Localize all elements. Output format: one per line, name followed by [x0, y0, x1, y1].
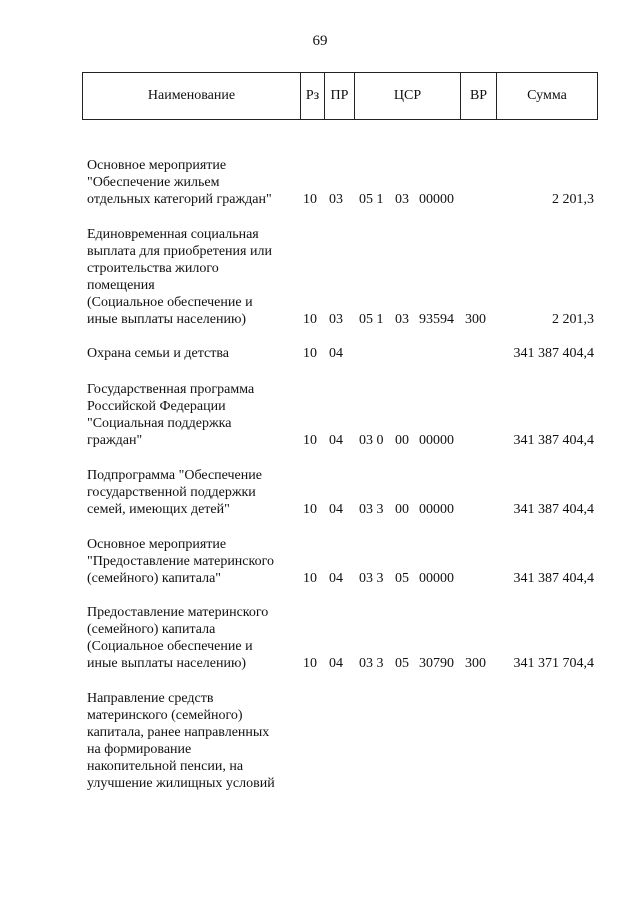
- row-name-line: Подпрограмма "Обеспечение: [87, 468, 262, 483]
- row-csr-program: 05 1: [359, 192, 384, 207]
- row-name-line: "Обеспечение жильем: [87, 175, 220, 190]
- row-csr-event: 03: [395, 312, 409, 327]
- row-csr-program: 03 0: [359, 433, 384, 448]
- row-name-line: капитала, ранее направленных: [87, 725, 270, 740]
- row-sum: 341 387 404,4: [513, 502, 594, 517]
- row-name-line: строительства жилого: [87, 261, 219, 276]
- row-pr: 04: [329, 656, 343, 671]
- row-rz: 10: [303, 433, 317, 448]
- row-vr: 300: [465, 312, 486, 327]
- row-sum: 341 371 704,4: [513, 656, 594, 671]
- row-csr-program: 05 1: [359, 312, 384, 327]
- header-rz: Рз: [301, 73, 325, 119]
- row-csr-direction: 93594: [419, 312, 454, 327]
- row-csr-event: 05: [395, 656, 409, 671]
- row-rz: 10: [303, 346, 317, 361]
- row-csr-program: 03 3: [359, 571, 384, 586]
- row-name-line: (семейного) капитала: [87, 622, 216, 637]
- header-pr: ПР: [325, 73, 355, 119]
- header-csr: ЦСР: [355, 73, 461, 119]
- row-sum: 341 387 404,4: [513, 433, 594, 448]
- row-csr-program: 03 3: [359, 502, 384, 517]
- row-name-line: Основное мероприятие: [87, 537, 227, 552]
- row-sum: 2 201,3: [552, 312, 594, 327]
- row-name-line: накопительной пенсии, на: [87, 759, 244, 774]
- row-name-line: на формирование: [87, 742, 192, 757]
- header-name: Наименование: [83, 73, 301, 119]
- row-name: [87, 467, 297, 518]
- row-name-line: (семейного) капитала": [87, 571, 222, 586]
- row-csr-event: 03: [395, 192, 409, 207]
- row-csr-event: 00: [395, 502, 409, 517]
- row-csr-direction: 00000: [419, 571, 454, 586]
- row-name: [87, 157, 297, 208]
- row-name-line: Предоставление материнского: [87, 605, 269, 620]
- row-name-line: улучшение жилищных условий: [87, 776, 275, 791]
- row-name-line: Охрана семьи и детства: [87, 346, 229, 361]
- row-rz: 10: [303, 312, 317, 327]
- row-sum: 2 201,3: [552, 192, 594, 207]
- row-csr-program: 03 3: [359, 656, 384, 671]
- row-name-line: отдельных категорий граждан": [87, 192, 272, 207]
- row-vr: 300: [465, 656, 486, 671]
- row-name-line: Государственная программа: [87, 382, 255, 397]
- row-name-line: граждан": [87, 433, 143, 448]
- row-pr: 03: [329, 192, 343, 207]
- row-name-line: Единовременная социальная: [87, 227, 259, 242]
- row-rz: 10: [303, 192, 317, 207]
- row-name-line: государственной поддержки: [87, 485, 256, 500]
- row-name: [87, 345, 297, 362]
- row-pr: 04: [329, 502, 343, 517]
- row-name-line: семей, имеющих детей": [87, 502, 230, 517]
- row-name-line: выплата для приобретения или: [87, 244, 272, 259]
- row-rz: 10: [303, 502, 317, 517]
- row-name-line: Основное мероприятие: [87, 158, 227, 173]
- page-number: 69: [312, 33, 328, 49]
- row-pr: 04: [329, 433, 343, 448]
- row-name-line: "Предоставление материнского: [87, 554, 274, 569]
- row-name-line: материнского (семейного): [87, 708, 243, 723]
- row-name: [87, 690, 297, 792]
- row-name-line: Российской Федерации: [87, 399, 226, 414]
- row-name-line: помещения: [87, 278, 155, 293]
- row-pr: 03: [329, 312, 343, 327]
- row-csr-direction: 00000: [419, 502, 454, 517]
- row-csr-direction: 00000: [419, 433, 454, 448]
- row-name-line: (Социальное обеспечение и: [87, 295, 253, 310]
- row-rz: 10: [303, 571, 317, 586]
- row-csr-event: 00: [395, 433, 409, 448]
- table-header: [82, 72, 598, 120]
- row-name-line: "Социальная поддержка: [87, 416, 232, 431]
- row-name-line: Направление средств: [87, 691, 214, 706]
- row-name-line: иные выплаты населению): [87, 656, 247, 671]
- row-name-line: (Социальное обеспечение и: [87, 639, 253, 654]
- row-name: [87, 604, 297, 672]
- header-sum: Сумма: [527, 88, 567, 103]
- row-rz: 10: [303, 656, 317, 671]
- row-name: [87, 226, 297, 328]
- row-pr: 04: [329, 346, 343, 361]
- row-name: [87, 381, 297, 449]
- row-pr: 04: [329, 571, 343, 586]
- row-name-line: иные выплаты населению): [87, 312, 247, 327]
- row-csr-direction: 00000: [419, 192, 454, 207]
- row-name: [87, 536, 297, 587]
- row-sum: 341 387 404,4: [513, 346, 594, 361]
- row-csr-direction: 30790: [419, 656, 454, 671]
- header-vr: ВР: [461, 73, 497, 119]
- row-sum: 341 387 404,4: [513, 571, 594, 586]
- row-csr-event: 05: [395, 571, 409, 586]
